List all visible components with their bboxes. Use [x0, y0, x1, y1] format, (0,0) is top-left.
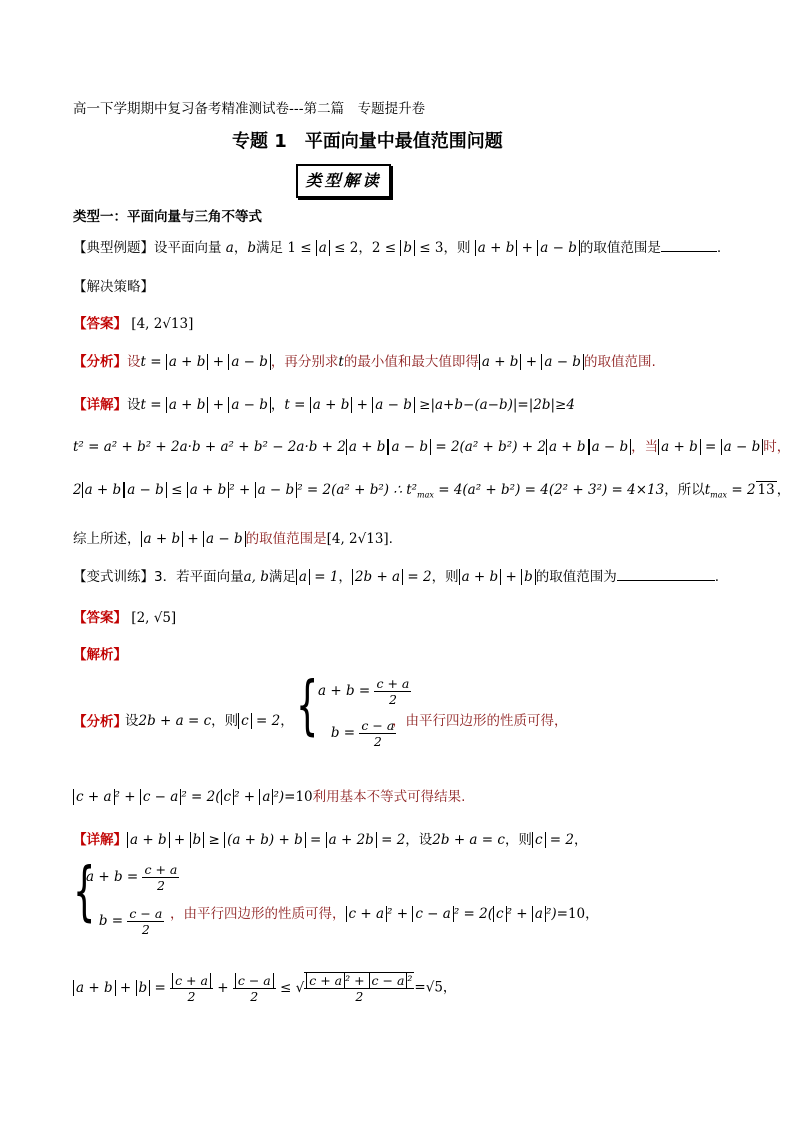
- final-line: a + b + b = $\frac{c + a}{2}$ + $\frac{c - a}{2}$ ≤ √ $\frac{\text{c + a ² + c − a ²}}{2}$ =√5，: [73, 972, 456, 1004]
- jiexi-tag: 【解析】: [73, 647, 127, 663]
- system2-eq2: b = $\frac{c - a}{2}$: [86, 906, 163, 937]
- analysis1-line: 【分析】设t = a + b + a − b ，再分别求t的最小值和最大值即得 a + b + a − b 的取值范围.: [73, 354, 656, 370]
- analysis2-post: ，由平行四边形的性质可得，: [392, 713, 568, 729]
- answer-tag: 【答案】: [73, 316, 127, 332]
- analysis-tag-2: 【分析】: [73, 714, 127, 730]
- strategy-tag: 【解决策略】: [73, 279, 154, 295]
- detail-tag-2: 【详解】: [73, 832, 127, 848]
- example-text-b: 满足: [256, 240, 284, 256]
- detail1-line: 【详解】设t = a + b + a − b ，t = a + b + a − b ≥|a+b−(a−b)|=|2b|≥4: [73, 397, 575, 413]
- detail5-line: ，由平行四边形的性质可得， c + a ² + c − a ² = 2( c ² + a ²)=10，: [170, 906, 599, 922]
- answer2-line: [73, 606, 176, 626]
- example-line: 【典型例题】设平面向量 a，b满足 1 ≤ a ≤ 2，2 ≤ b ≤ 3，则 a + b + a − b 的取值范围是 .: [73, 240, 722, 256]
- example-text-c: ，则: [443, 240, 471, 256]
- variant-line: 【变式训练】3．若平面向量a, b满足 a = 1， 2b + a = 2，则 a + b + b 的取值范围为 .: [73, 569, 720, 585]
- brace-2: {: [73, 855, 96, 929]
- detail4-line: 【详解】 a + b + b ≥ (a + b) + b = a + 2b = 2，设2b + a = c，则 c = 2，: [73, 832, 588, 848]
- example-tag: 【典型例题】: [73, 240, 154, 256]
- system1-eq1: a + b = $\frac{c + a}{2}$: [318, 676, 410, 707]
- detail3-line: 2 a + b a − b ≤ a + b ² + a − b ² = 2(a² + b²) ∴ $t^2_{max} = 4(a^2 + b^2) = 4(2^2 + 3^2) = 4\times 13$，所以$t_{max} = 2$ 13 ，: [73, 482, 791, 500]
- system2-eq1: a + b = $\frac{c + a}{2}$: [86, 862, 178, 893]
- header-subtitle: 高一下学期期中复习备考精准测试卷---第二篇 专题提升卷: [73, 101, 426, 117]
- section-badge-label: 类型解读: [305, 171, 382, 190]
- detail2-line: t² = a² + b² + 2a·b + a² + b² − 2a·b + 2 a + b a − b = 2(a² + b²) + 2 a + b a − b ，当 a + b = a − b 时，: [73, 439, 791, 455]
- type1-heading: 类型一：平面向量与三角不等式: [73, 209, 262, 225]
- answer1-value: [4, 2√13]: [131, 316, 194, 332]
- variant-tag: 【变式训练】: [73, 569, 154, 585]
- section-badge: [296, 164, 391, 198]
- system1-eq2: b = $\frac{c - a}{2}$: [318, 718, 395, 749]
- answer-blank[interactable]: [661, 251, 717, 252]
- analysis2-line: [73, 676, 127, 730]
- answer-tag-2: 【答案】: [73, 610, 127, 626]
- answer1-line: [73, 312, 193, 332]
- example-text-d: 的取值范围是: [579, 240, 661, 256]
- answer-blank-2[interactable]: [617, 580, 715, 581]
- summary-line: 综上所述， a + b + a − b 的取值范围是[4, 2√13].: [73, 531, 393, 547]
- result-line: c + a ² + c − a ² = 2( c ² + a ²)=10利用基本不等式可得结果.: [73, 785, 465, 805]
- analysis-tag: 【分析】: [73, 354, 127, 370]
- example-text: 设平面向量: [154, 240, 222, 256]
- brace-1: {: [296, 669, 319, 743]
- detail-tag: 【详解】: [73, 397, 127, 413]
- analysis2-body: 设2b + a = c，则 c = 2，: [125, 713, 294, 729]
- page-title: 专题 1 平面向量中最值范围问题: [232, 131, 503, 152]
- answer2-value: [2, √5]: [131, 610, 177, 626]
